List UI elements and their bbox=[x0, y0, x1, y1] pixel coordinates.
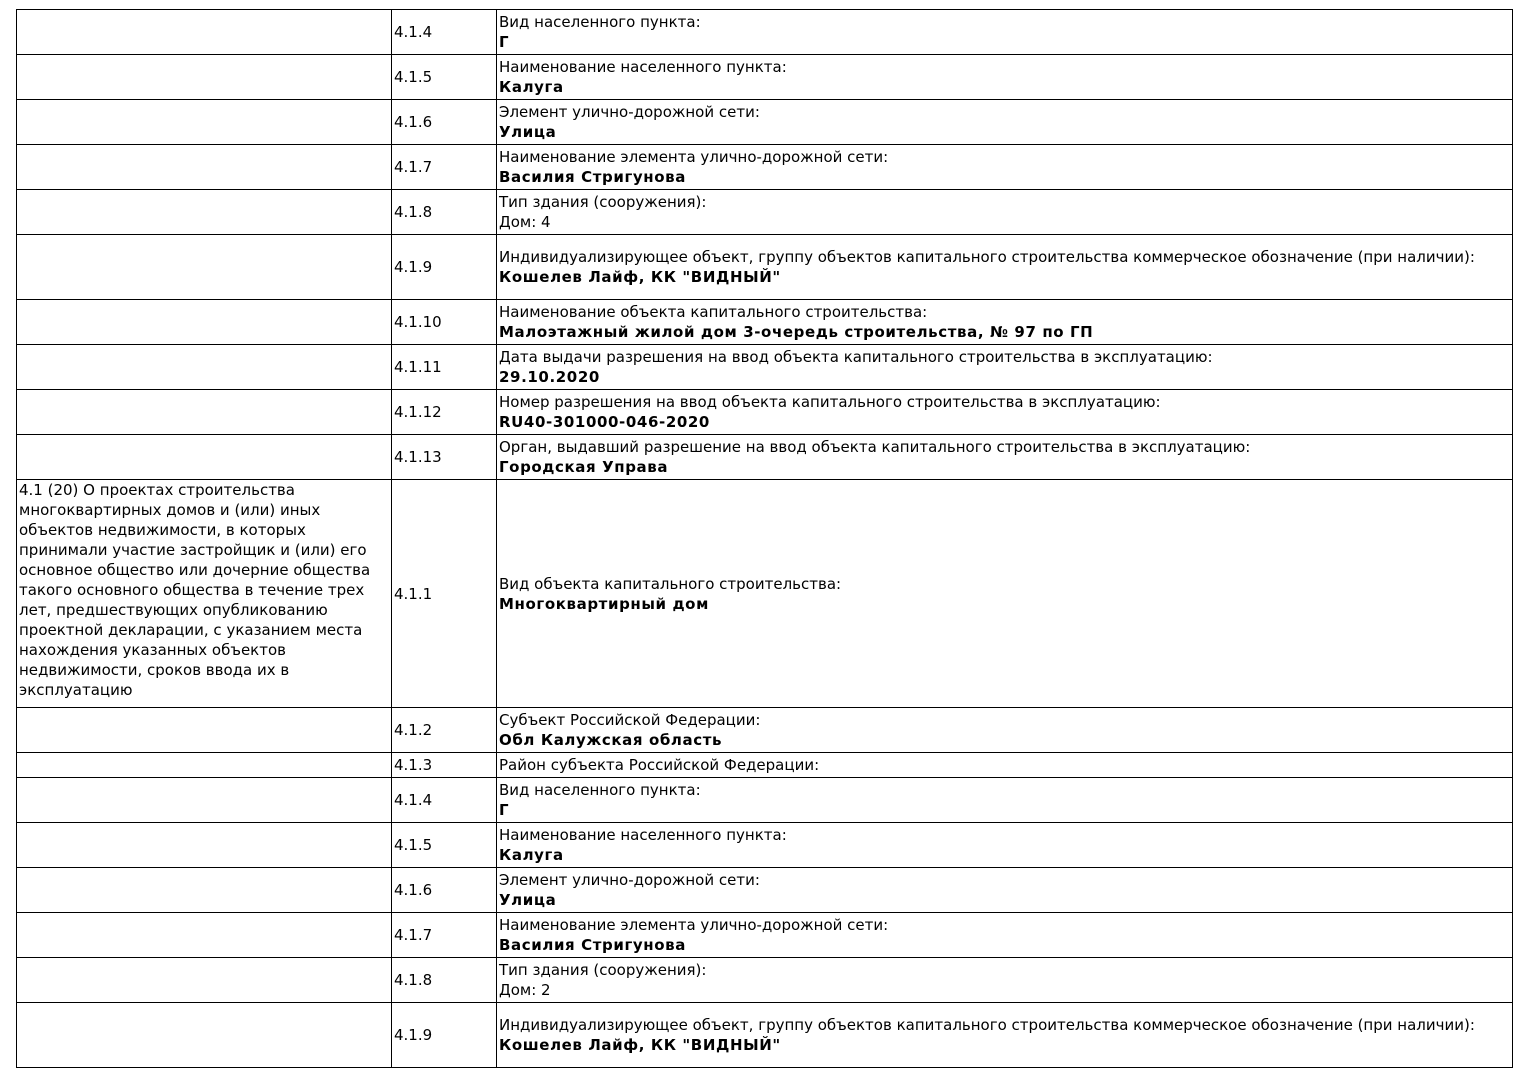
section-cell bbox=[17, 823, 392, 868]
item-label: Район субъекта Российской Федерации: bbox=[499, 756, 820, 774]
item-label: Элемент улично-дорожной сети: bbox=[499, 103, 760, 121]
table-row bbox=[17, 480, 1513, 708]
table-row bbox=[17, 345, 1513, 390]
item-label: Вид населенного пункта: bbox=[499, 781, 701, 799]
section-cell bbox=[17, 868, 392, 913]
item-cell bbox=[497, 778, 1513, 823]
item-label: Наименование элемента улично-дорожной сети: bbox=[499, 148, 889, 166]
section-cell bbox=[17, 10, 392, 55]
item-value: Калуга bbox=[499, 846, 564, 864]
item-label: Наименование элемента улично-дорожной сети: bbox=[499, 916, 889, 934]
item-cell bbox=[497, 753, 1513, 778]
item-code: 4.1.5 bbox=[392, 823, 497, 868]
item-value: Кошелев Лайф, КК "ВИДНЫЙ" bbox=[499, 268, 781, 286]
item-label: Индивидуализирующее объект, группу объектов капитального строительства коммерческое обозначение (при наличии): bbox=[499, 1016, 1475, 1034]
item-code: 4.1.6 bbox=[392, 868, 497, 913]
item-cell bbox=[497, 190, 1513, 235]
item-cell bbox=[497, 435, 1513, 480]
table-row bbox=[17, 55, 1513, 100]
table-row bbox=[17, 435, 1513, 480]
item-value: 29.10.2020 bbox=[499, 368, 600, 386]
table-row bbox=[17, 235, 1513, 300]
item-value: Малоэтажный жилой дом 3-очередь строительства, № 97 по ГП bbox=[499, 323, 1094, 341]
item-cell bbox=[497, 708, 1513, 753]
table-row bbox=[17, 190, 1513, 235]
item-value: Г bbox=[499, 33, 510, 51]
section-cell bbox=[17, 55, 392, 100]
item-code: 4.1.9 bbox=[392, 1003, 497, 1068]
item-label: Тип здания (сооружения): bbox=[499, 193, 707, 211]
item-value: Улица bbox=[499, 123, 557, 141]
item-label: Вид объекта капитального строительства: bbox=[499, 574, 842, 593]
section-cell bbox=[17, 145, 392, 190]
item-label: Вид населенного пункта: bbox=[499, 13, 701, 31]
item-value: Дом: 4 bbox=[499, 213, 551, 231]
item-label: Наименование объекта капитального строительства: bbox=[499, 303, 928, 321]
item-code: 4.1.4 bbox=[392, 778, 497, 823]
item-label: Тип здания (сооружения): bbox=[499, 961, 707, 979]
section-cell bbox=[17, 345, 392, 390]
item-cell bbox=[497, 823, 1513, 868]
item-cell bbox=[497, 10, 1513, 55]
item-code: 4.1.12 bbox=[392, 390, 497, 435]
item-cell bbox=[497, 913, 1513, 958]
item-cell bbox=[497, 235, 1513, 300]
table-row bbox=[17, 708, 1513, 753]
item-label: Наименование населенного пункта: bbox=[499, 826, 787, 844]
table-row bbox=[17, 753, 1513, 778]
table-row bbox=[17, 913, 1513, 958]
declaration-table-body bbox=[17, 10, 1513, 1068]
item-code: 4.1.4 bbox=[392, 10, 497, 55]
item-code: 4.1.8 bbox=[392, 190, 497, 235]
item-label: Номер разрешения на ввод объекта капитального строительства в эксплуатацию: bbox=[499, 393, 1161, 411]
item-code: 4.1.10 bbox=[392, 300, 497, 345]
item-code: 4.1.9 bbox=[392, 235, 497, 300]
section-cell bbox=[17, 1003, 392, 1068]
item-code: 4.1.2 bbox=[392, 708, 497, 753]
item-code: 4.1.7 bbox=[392, 913, 497, 958]
item-value: Дом: 2 bbox=[499, 981, 551, 999]
item-code: 4.1.11 bbox=[392, 345, 497, 390]
item-label: Дата выдачи разрешения на ввод объекта капитального строительства в эксплуатацию: bbox=[499, 348, 1213, 366]
section-cell bbox=[17, 100, 392, 145]
declaration-table bbox=[16, 9, 1513, 1068]
item-code: 4.1.6 bbox=[392, 100, 497, 145]
item-code: 4.1.13 bbox=[392, 435, 497, 480]
table-row bbox=[17, 390, 1513, 435]
item-cell bbox=[497, 145, 1513, 190]
section-title: 4.1 (20) О проектах строительства многоквартирных домов и (или) иных объектов недвижимости, в которых принимали участие застройщик и (или) его основное общество или дочерние общества такого основного общества в течение трех лет, предшествующих опубликованию проектной декларации, с указанием места нахождения указанных объектов недвижимости, сроков ввода их в эксплуатацию bbox=[17, 480, 392, 708]
item-value: Василия Стригунова bbox=[499, 168, 686, 186]
section-cell bbox=[17, 778, 392, 823]
section-cell bbox=[17, 958, 392, 1003]
section-cell bbox=[17, 190, 392, 235]
item-value: Кошелев Лайф, КК "ВИДНЫЙ" bbox=[499, 1036, 781, 1054]
section-cell bbox=[17, 300, 392, 345]
section-cell bbox=[17, 708, 392, 753]
section-cell bbox=[17, 235, 392, 300]
item-value: Многоквартирный дом bbox=[499, 594, 709, 613]
item-cell bbox=[497, 480, 1513, 708]
item-value: Г bbox=[499, 801, 510, 819]
table-row bbox=[17, 10, 1513, 55]
item-code: 4.1.3 bbox=[392, 753, 497, 778]
item-cell bbox=[497, 100, 1513, 145]
item-cell bbox=[497, 868, 1513, 913]
item-code: 4.1.1 bbox=[392, 480, 497, 708]
item-cell bbox=[497, 300, 1513, 345]
item-label: Индивидуализирующее объект, группу объектов капитального строительства коммерческое обозначение (при наличии): bbox=[499, 248, 1475, 266]
section-cell bbox=[17, 390, 392, 435]
table-row bbox=[17, 778, 1513, 823]
item-cell bbox=[497, 55, 1513, 100]
item-value: Городская Управа bbox=[499, 458, 669, 476]
item-label: Элемент улично-дорожной сети: bbox=[499, 871, 760, 889]
item-label: Субъект Российской Федерации: bbox=[499, 711, 761, 729]
item-cell bbox=[497, 390, 1513, 435]
item-cell bbox=[497, 1003, 1513, 1068]
table-row bbox=[17, 145, 1513, 190]
table-row bbox=[17, 100, 1513, 145]
item-value: RU40-301000-046-2020 bbox=[499, 413, 710, 431]
table-row bbox=[17, 1003, 1513, 1068]
item-code: 4.1.5 bbox=[392, 55, 497, 100]
item-label: Орган, выдавший разрешение на ввод объекта капитального строительства в эксплуатацию: bbox=[499, 438, 1251, 456]
table-row bbox=[17, 958, 1513, 1003]
table-row bbox=[17, 823, 1513, 868]
item-cell bbox=[497, 345, 1513, 390]
item-value: Василия Стригунова bbox=[499, 936, 686, 954]
section-cell bbox=[17, 435, 392, 480]
item-value: Калуга bbox=[499, 78, 564, 96]
item-cell bbox=[497, 958, 1513, 1003]
table-row bbox=[17, 868, 1513, 913]
table-row bbox=[17, 300, 1513, 345]
item-value: Улица bbox=[499, 891, 557, 909]
section-cell bbox=[17, 913, 392, 958]
item-value: Обл Калужская область bbox=[499, 731, 723, 749]
item-code: 4.1.7 bbox=[392, 145, 497, 190]
section-cell bbox=[17, 753, 392, 778]
item-label: Наименование населенного пункта: bbox=[499, 58, 787, 76]
item-code: 4.1.8 bbox=[392, 958, 497, 1003]
